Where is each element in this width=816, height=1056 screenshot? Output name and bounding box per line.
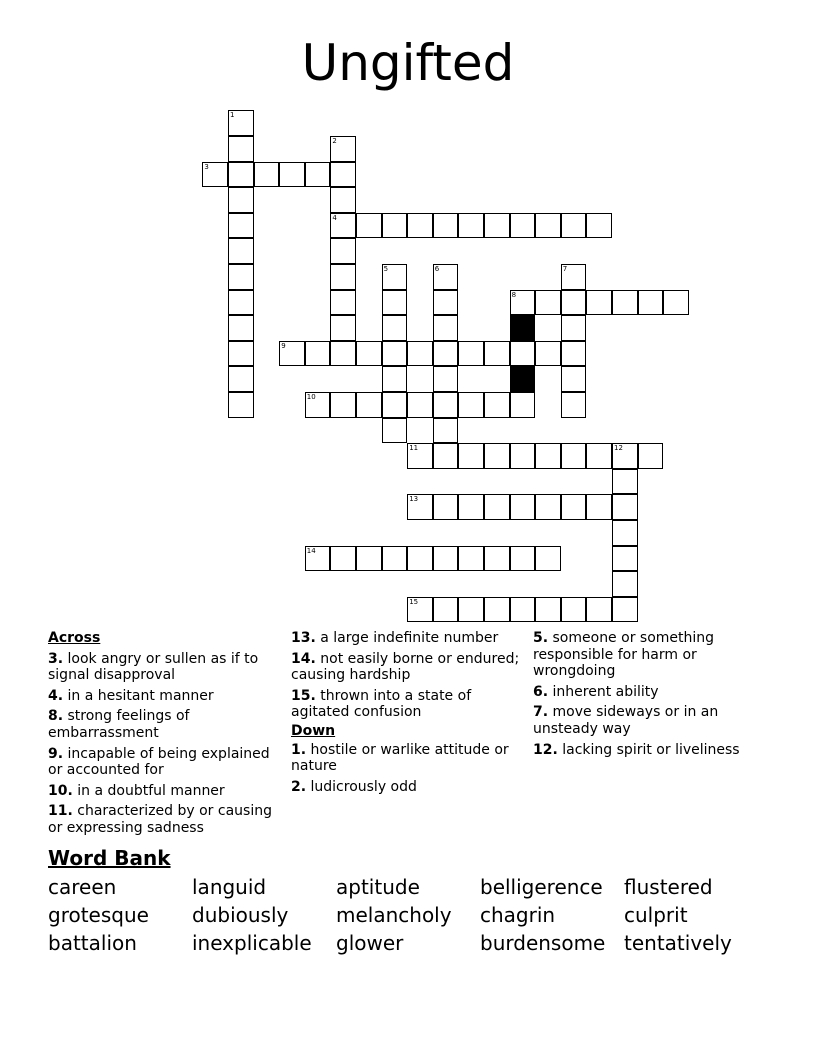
grid-cell[interactable] xyxy=(484,494,510,520)
grid-cell[interactable] xyxy=(228,136,254,162)
grid-cell[interactable] xyxy=(586,443,612,469)
across-heading: Across xyxy=(48,630,101,646)
grid-cell[interactable] xyxy=(202,162,228,188)
word-bank-word: culprit xyxy=(624,903,688,927)
grid-cell[interactable] xyxy=(433,443,459,469)
grid-cell[interactable] xyxy=(561,366,587,392)
grid-cell[interactable] xyxy=(330,187,356,213)
clue-text: look angry or sullen as if to signal disapproval xyxy=(48,650,259,684)
grid-cell[interactable] xyxy=(382,341,408,367)
clue-number: 4. xyxy=(48,687,64,704)
grid-cell[interactable] xyxy=(484,392,510,418)
clue-number-label: 9 xyxy=(281,341,286,350)
clue-number-label: 6 xyxy=(434,265,440,273)
clue-across-10 xyxy=(48,783,280,800)
clue-number: 14. xyxy=(291,650,316,667)
grid-cell[interactable] xyxy=(535,290,561,316)
grid-cell[interactable] xyxy=(638,443,664,469)
clue-number: 1. xyxy=(291,741,307,758)
grid-cell[interactable] xyxy=(433,597,459,623)
grid-cell[interactable] xyxy=(382,418,408,444)
clue-text: in a hesitant manner xyxy=(63,687,214,704)
word-bank-word: melancholy xyxy=(336,903,452,927)
grid-cell[interactable] xyxy=(330,392,356,418)
clue-text: in a doubtful manner xyxy=(72,782,225,799)
grid-cell[interactable] xyxy=(382,392,408,418)
grid-cell[interactable] xyxy=(228,392,254,418)
clue-number: 9. xyxy=(48,745,64,762)
grid-cell[interactable] xyxy=(458,341,484,367)
grid-cell[interactable] xyxy=(510,341,536,367)
grid-cell[interactable] xyxy=(561,443,587,469)
grid-cell[interactable] xyxy=(356,213,382,239)
grid-cell[interactable] xyxy=(612,571,638,597)
grid-cell[interactable] xyxy=(330,136,356,162)
grid-cell[interactable] xyxy=(330,290,356,316)
grid-cell[interactable] xyxy=(510,546,536,572)
grid-cell[interactable] xyxy=(407,341,433,367)
clue-column-3 xyxy=(533,629,765,762)
grid-cell[interactable] xyxy=(612,290,638,316)
clue-across-9 xyxy=(48,746,280,779)
word-bank-word: battalion xyxy=(48,931,137,955)
clue-number-label: 7 xyxy=(562,265,568,273)
grid-cell[interactable] xyxy=(484,341,510,367)
clue-across-4 xyxy=(48,688,280,705)
clue-down-6 xyxy=(533,684,765,701)
clue-number-label: 5 xyxy=(383,265,389,273)
grid-cell[interactable] xyxy=(638,290,664,316)
word-bank-word: dubiously xyxy=(192,903,289,927)
clue-across-11 xyxy=(48,803,280,836)
grid-cell[interactable] xyxy=(433,494,459,520)
word-bank-word: glower xyxy=(336,931,404,955)
clue-number: 13. xyxy=(291,630,316,646)
grid-cell[interactable] xyxy=(407,392,433,418)
clue-number: 3. xyxy=(48,650,64,667)
grid-cell[interactable] xyxy=(228,366,254,392)
word-bank-title: Word Bank xyxy=(48,846,171,870)
grid-cell[interactable] xyxy=(612,494,638,520)
grid-cell[interactable] xyxy=(535,213,561,239)
page-title: Ungifted xyxy=(301,34,515,92)
clue-text: move sideways or in an unsteady way xyxy=(533,704,719,737)
grid-cell[interactable] xyxy=(330,341,356,367)
grid-cell[interactable] xyxy=(330,162,356,188)
clue-number-label: 14 xyxy=(306,546,316,555)
clue-number: 10. xyxy=(48,782,73,799)
black-cell xyxy=(510,366,536,392)
word-bank-word: chagrin xyxy=(480,903,556,927)
clue-down-12 xyxy=(533,742,765,759)
grid-cell[interactable] xyxy=(330,546,356,572)
grid-cell[interactable] xyxy=(612,443,638,469)
clue-number: 6. xyxy=(533,683,549,700)
clue-across-3 xyxy=(48,651,280,684)
clue-number: 11. xyxy=(48,803,73,820)
grid-cell[interactable] xyxy=(382,264,408,290)
grid-cell[interactable] xyxy=(407,597,433,623)
word-bank-word: grotesque xyxy=(48,903,149,927)
grid-cell[interactable] xyxy=(305,162,331,188)
grid-cell[interactable] xyxy=(612,546,638,572)
clue-number-label: 15 xyxy=(409,597,419,606)
grid-cell[interactable] xyxy=(484,213,510,239)
grid-cell[interactable] xyxy=(356,341,382,367)
clue-text: a large indefinite number xyxy=(315,630,499,646)
grid-cell[interactable] xyxy=(305,341,331,367)
grid-cell[interactable] xyxy=(407,494,433,520)
grid-cell[interactable] xyxy=(561,494,587,520)
grid-cell[interactable] xyxy=(561,264,587,290)
grid-cell[interactable] xyxy=(535,597,561,623)
black-cell xyxy=(510,315,536,341)
clue-text: strong feelings of embarrassment xyxy=(48,708,190,741)
clue-number-label: 4 xyxy=(332,213,337,222)
word-bank-word: aptitude xyxy=(336,875,420,899)
grid-cell[interactable] xyxy=(433,366,459,392)
clue-text: characterized by or causing or expressing sadness xyxy=(48,803,272,836)
grid-cell[interactable] xyxy=(458,494,484,520)
grid-cell[interactable] xyxy=(510,213,536,239)
grid-cell[interactable] xyxy=(510,443,536,469)
grid-cell[interactable] xyxy=(279,162,305,188)
clue-text: inherent ability xyxy=(548,683,659,700)
clue-number: 7. xyxy=(533,704,549,721)
grid-cell[interactable] xyxy=(510,290,536,316)
grid-cell[interactable] xyxy=(330,315,356,341)
grid-cell[interactable] xyxy=(407,546,433,572)
grid-cell[interactable] xyxy=(330,213,356,239)
word-bank-word: languid xyxy=(192,875,267,899)
grid-cell[interactable] xyxy=(663,290,689,316)
clue-number-label: 8 xyxy=(511,290,517,299)
grid-cell[interactable] xyxy=(458,443,484,469)
clue-text: thrown into a state of agitated confusion xyxy=(291,687,472,721)
grid-cell[interactable] xyxy=(484,597,510,623)
clue-number-label: 1 xyxy=(230,111,235,120)
grid-cell[interactable] xyxy=(228,315,254,341)
clue-text: not easily borne or endured; causing hardship xyxy=(291,650,520,684)
grid-cell[interactable] xyxy=(510,597,536,623)
grid-cell[interactable] xyxy=(535,443,561,469)
clue-number: 2. xyxy=(291,778,307,795)
grid-cell[interactable] xyxy=(305,392,331,418)
clue-column-1 xyxy=(48,629,280,841)
clue-text: someone or something responsible for harm or wrongdoing xyxy=(533,630,715,680)
grid-cell[interactable] xyxy=(305,546,331,572)
grid-cell[interactable] xyxy=(535,341,561,367)
grid-cell[interactable] xyxy=(356,546,382,572)
clue-down-7 xyxy=(533,704,765,737)
grid-cell[interactable] xyxy=(228,213,254,239)
clue-across-8 xyxy=(48,708,280,741)
grid-cell[interactable] xyxy=(382,546,408,572)
grid-cell[interactable] xyxy=(510,494,536,520)
grid-cell[interactable] xyxy=(407,443,433,469)
grid-cell[interactable] xyxy=(382,213,408,239)
grid-cell[interactable] xyxy=(228,290,254,316)
clue-number-label: 12 xyxy=(614,444,623,453)
word-bank-word: burdensome xyxy=(480,931,606,955)
clue-number-label: 2 xyxy=(332,137,337,145)
grid-cell[interactable] xyxy=(458,597,484,623)
down-heading: Down xyxy=(291,722,336,739)
grid-cell[interactable] xyxy=(356,392,382,418)
grid-cell[interactable] xyxy=(612,469,638,495)
grid-cell[interactable] xyxy=(612,520,638,546)
grid-cell[interactable] xyxy=(612,597,638,623)
grid-cell[interactable] xyxy=(561,597,587,623)
grid-cell[interactable] xyxy=(228,110,254,136)
grid-cell[interactable] xyxy=(407,213,433,239)
grid-cell[interactable] xyxy=(330,264,356,290)
clue-across-15 xyxy=(291,688,523,721)
grid-cell[interactable] xyxy=(510,392,536,418)
grid-cell[interactable] xyxy=(484,546,510,572)
word-bank-word: inexplicable xyxy=(192,931,312,955)
grid-cell[interactable] xyxy=(382,366,408,392)
grid-cell[interactable] xyxy=(484,443,510,469)
word-bank-word: tentatively xyxy=(624,931,732,955)
clue-across-13 xyxy=(291,630,523,647)
grid-cell[interactable] xyxy=(433,213,459,239)
grid-cell[interactable] xyxy=(561,315,587,341)
clue-down-2 xyxy=(291,779,523,796)
clue-text: ludicrously odd xyxy=(306,778,417,795)
clue-number-label: 13 xyxy=(409,495,419,504)
grid-cell[interactable] xyxy=(330,238,356,264)
clue-number-label: 3 xyxy=(204,162,209,171)
clue-down-1 xyxy=(291,742,523,775)
grid-cell[interactable] xyxy=(228,341,254,367)
grid-cell[interactable] xyxy=(561,341,587,367)
clue-text: incapable of being explained or accounted for xyxy=(48,745,270,779)
clue-column-2 xyxy=(291,629,523,799)
grid-cell[interactable] xyxy=(279,341,305,367)
grid-cell[interactable] xyxy=(433,341,459,367)
word-bank-word: flustered xyxy=(624,875,713,899)
clue-number: 5. xyxy=(533,630,549,646)
grid-cell[interactable] xyxy=(458,546,484,572)
grid-cell[interactable] xyxy=(228,238,254,264)
grid-cell[interactable] xyxy=(561,392,587,418)
grid-cell[interactable] xyxy=(561,213,587,239)
grid-cell[interactable] xyxy=(254,162,280,188)
word-bank-word: belligerence xyxy=(480,875,603,899)
clue-number: 12. xyxy=(533,741,558,758)
grid-cell[interactable] xyxy=(433,546,459,572)
grid-cell[interactable] xyxy=(535,494,561,520)
grid-cell[interactable] xyxy=(458,213,484,239)
clue-down-5 xyxy=(533,630,765,680)
clue-text: lacking spirit or liveliness xyxy=(557,741,740,758)
grid-cell[interactable] xyxy=(382,315,408,341)
clue-number: 15. xyxy=(291,687,316,704)
clue-number-label: 10 xyxy=(306,393,316,401)
grid-cell[interactable] xyxy=(433,392,459,418)
clue-text: hostile or warlike attitude or nature xyxy=(291,741,509,775)
grid-cell[interactable] xyxy=(228,264,254,290)
grid-cell[interactable] xyxy=(586,597,612,623)
grid-cell[interactable] xyxy=(561,290,587,316)
grid-cell[interactable] xyxy=(433,290,459,316)
grid-cell[interactable] xyxy=(535,546,561,572)
grid-cell[interactable] xyxy=(586,213,612,239)
clue-number-label: 11 xyxy=(409,444,419,453)
grid-cell[interactable] xyxy=(382,290,408,316)
clue-across-14 xyxy=(291,651,523,684)
grid-cell[interactable] xyxy=(228,162,254,188)
grid-cell[interactable] xyxy=(458,392,484,418)
grid-cell[interactable] xyxy=(228,187,254,213)
grid-cell[interactable] xyxy=(433,315,459,341)
clue-number: 8. xyxy=(48,708,64,725)
grid-cell[interactable] xyxy=(586,494,612,520)
grid-cell[interactable] xyxy=(433,418,459,444)
grid-cell[interactable] xyxy=(433,264,459,290)
grid-cell[interactable] xyxy=(586,290,612,316)
word-bank-word: careen xyxy=(48,875,117,899)
